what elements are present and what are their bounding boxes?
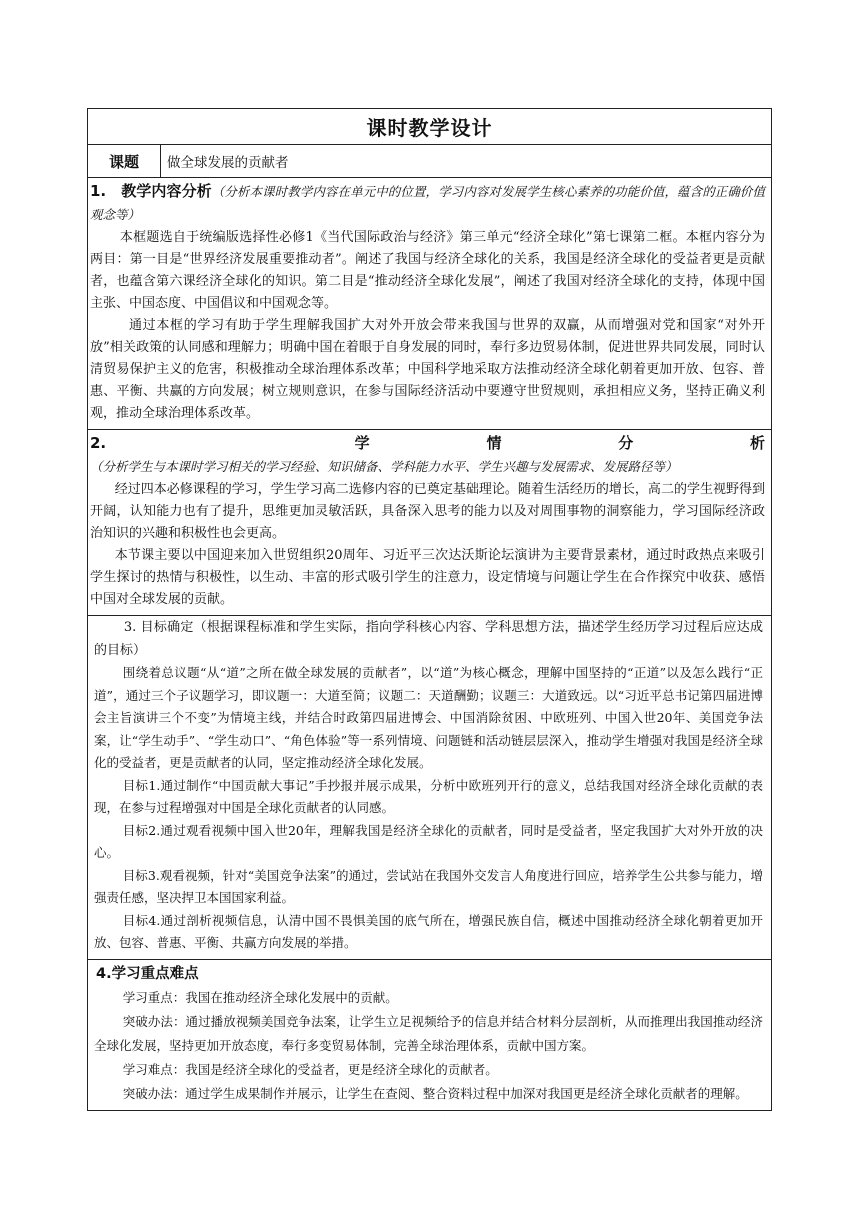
section-2-paragraph: 本节课主要以中国迎来加入世贸组织20周年、习近平三次达沃斯论坛演讲为主要背景素材，通过时政热点来吸引学生探讨的热情与积极性，以生动、丰富的形式吸引学生的注意力，设定情境与问题让学生在合作探究中收获、感悟中国对全球发展的贡献。 (90, 548, 765, 607)
section-key-points (88, 959, 771, 1110)
section-content-analysis (88, 177, 771, 429)
topic-label: 课题 (88, 145, 161, 177)
objective-4: 目标4.通过剖析视频信息，认清中国不畏惧美国的底气所在，增强民族自信，概述中国推动经济全球化朝着更加开放、包容、普惠、平衡、共赢方向发展的举措。 (94, 912, 763, 950)
section-2-heading: 2. 学情分析 (90, 434, 765, 452)
section-2-note: （分析学生与本课时学习相关的学习经验、知识储备、学科能力水平、学生兴趣与发展需求、发展路径等） (90, 459, 678, 474)
section-1-heading: 1. 教学内容分析 (90, 182, 212, 200)
section-1-paragraph: 通过本框的学习有助于学生理解我国扩大对外开放会带来我国与世界的双赢，从而增强对党和国家“对外开放”相关政策的认同感和理解力；明确中国在着眼于自身发展的同时，奉行多边贸易体制，促进世界共同发展，同时认清贸易保护主义的危害，积极推动全球治理体系改革；中国科学地采取方法推动经济全球化朝着更加开放、包容、普惠、平衡、共赢的方向发展；树立规则意识，在参与国际经济活动中要遵守世贸规则，承担相应义务，坚持正确义利观，推动全球治理体系改革。 (90, 318, 765, 421)
topic-value: 做全球发展的贡献者 (167, 155, 289, 171)
document-title: 课时教学设计 (366, 116, 493, 140)
section-student-analysis (88, 429, 771, 615)
difficult-point-method: 突破办法：通过学生成果制作并展示，让学生在查阅、整合资料过程中加深对我国更是经济全球化贡献者的理解。 (122, 1085, 748, 1101)
key-point-method: 突破办法：通过播放视频美国竞争法案，让学生立足视频给予的信息并结合材料分层剖析，从而推理出我国推动经济全球化发展，坚持更加开放态度，奉行多变贸易体制，完善全球治理体系，贡献中国方案。 (94, 1013, 763, 1053)
difficult-point: 学习难点：我国是经济全球化的受益者，更是经济全球化的贡献者。 (122, 1061, 498, 1077)
section-objectives (88, 615, 771, 959)
section-3-paragraph: 围绕着总议题“从“道”之所在做全球发展的贡献者”，以“道”为核心概念，理解中国坚持的“正道”以及怎么践行“正道”，通过三个子议题学习，即议题一：大道至简；议题二：天道酬勤；议题三：大道致远。以“习近平总书记第四届进博会主旨演讲三个不变”为情境主线，并结合时政第四届进博会、中国消除贫困、中欧班列、中国入世20年、美国竞争法案，让“学生动手”、“学生动口”、“角色体验”等一系列情境、问题链和活动链层层深入，推动学生增强对我国是经济全球化的受益者，更是贡献者的认同，坚定推动经济全球化发展。 (94, 665, 763, 770)
section-1-note: （分析本课时教学内容在单元中的位置，学习内容对发展学生核心素养的功能价值，蕴含的正确价值观念等） (90, 184, 765, 222)
section-2-header (90, 432, 765, 479)
objective-3: 目标3.观看视频，针对“美国竞争法案”的通过，尝试站在我国外交发言人角度进行回应，培养学生公共参与能力，增强责任感，坚决捍卫本国国家利益。 (94, 867, 763, 905)
section-4-heading: 4.学习重点难点 (96, 965, 199, 982)
section-1-paragraph: 本框题选自于统编版选择性必修1《当代国际政治与经济》第三单元“经济全球化”第七课第二框。本框内容分为两目：第一目是“世界经济发展重要推动者”。阐述了我国与经济全球化的关系，我国是经济全球化的受益者更是贡献者，也蕴含第六课经济全球化的知识。第二目是“推动经济全球化发展”，阐述了我国对经济全球化的支持，体现中国主张、中国态度、中国倡议和中国观念等。 (90, 230, 765, 311)
objective-2: 目标2.通过观看视频中国入世20年，理解我国是经济全球化的贡献者，同时是受益者，坚定我国扩大对外开放的决心。 (94, 822, 763, 860)
key-point: 学习重点：我国在推动经济全球化发展中的贡献。 (122, 989, 398, 1005)
section-3-heading: 3. 目标确定（根据课程标准和学生实际，指向学科核心内容、学科思想方法，描述学生经历学习过程后应达成的目标） (94, 620, 763, 658)
section-2-paragraph: 经过四本必修课程的学习，学生学习高二选修内容的已奠定基础理论。随着生活经历的增长，高二的学生视野得到开阔，认知能力也有了提升，思维更加灵敏活跃，具备深入思考的能力以及对周围事物的洞察能力，学习国际经济政治知识的兴趣和积极性也会更高。 (90, 482, 765, 541)
objective-1: 目标1.通过制作“中国贡献大事记”手抄报并展示成果，分析中欧班列开行的意义，总结我国对经济全球化贡献的表现，在参与过程增强对中国是全球化贡献者的认同感。 (94, 777, 763, 815)
section-1-header (90, 180, 765, 227)
topic-row (88, 144, 771, 177)
lesson-design-table (87, 108, 772, 1111)
